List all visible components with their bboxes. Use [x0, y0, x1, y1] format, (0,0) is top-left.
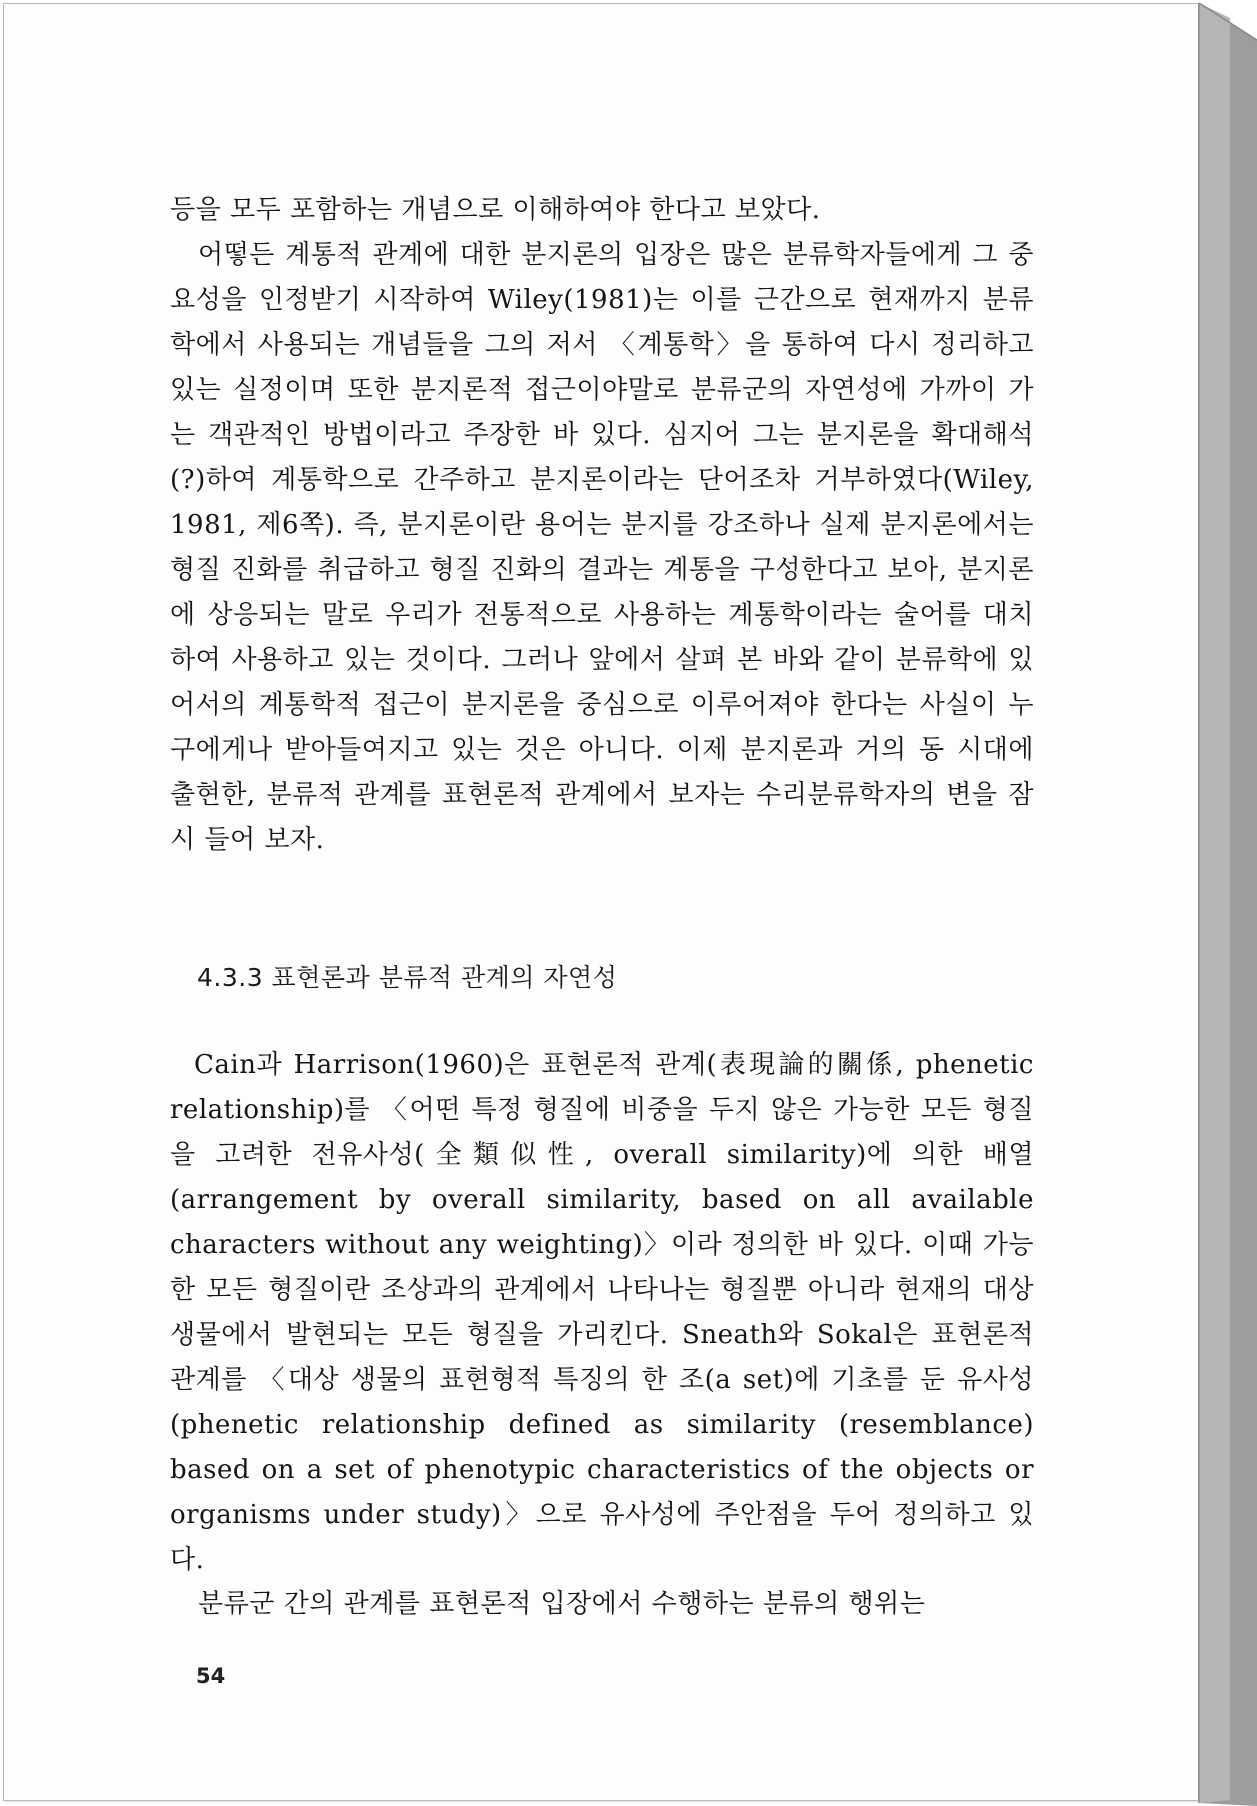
page-number: 54 [196, 1664, 226, 1688]
body-text-bottom [170, 1582, 1034, 1627]
paragraph-1: 등을 모두 포함하는 개념으로 이해하여야 한다고 보았다. [170, 195, 821, 225]
paragraph-3: Cain과 Harrison(1960)은 표현론적 관계(表現論的關係, phenetic relationship)를 〈어떤 특정 형질에 비중을 두지 않은 가능한 모든 형질을 고려한 전유사성(全類似性, overall similarity)에 의한 배열(arrangement by overall similarity, based on all available characters without any weighting)〉이라 정의한 바 있다. 이때 가능한 모든 형질이란 조상과의 관계에서 나타나는 형질뿐 아니라 현재의 대상 생물에서 발현되는 모든 형질을 가리킨다. Sneath와 Sokal은 표현론적 관계를 〈대상 생물의 표현형적 특징의 한 조(a set)에 기초를 둔 유사성(phenetic relationship defined as similarity (resemblance) based on a set of phenotypic characteristics of the objects or organisms under study)〉으로 유사성에 주안점을 두어 정의하고 있다. [170, 1050, 1034, 1575]
section-heading: 4.3.3 표현론과 분류적 관계의 자연성 [197, 963, 618, 992]
body-text-section [170, 1043, 1034, 1583]
paragraph-4: 분류군 간의 관계를 표현론적 입장에서 수행하는 분류의 행위는 [198, 1589, 926, 1619]
paragraph-2: 어떻든 계통적 관계에 대한 분지론의 입장은 많은 분류학자들에게 그 중요성을 인정받기 시작하여 Wiley(1981)는 이를 근간으로 현재까지 분류학에서 사용되는 개념들을 그의 저서 〈계통학〉을 통하여 다시 정리하고 있는 실정이며 또한 분지론적 접근이야말로 분류군의 자연성에 가까이 가는 객관적인 방법이라고 주장한 바 있다. 심지어 그는 분지론을 확대해석(?)하여 계통학으로 간주하고 분지론이라는 단어조차 거부하였다(Wiley, 1981, 제6쪽). 즉, 분지론이란 용어는 분지를 강조하나 실제 분지론에서는 형질 진화를 취급하고 형질 진화의 결과는 계통을 구성한다고 보아, 분지론에 상응되는 말로 우리가 전통적으로 사용하는 계통학이라는 술어를 대치하여 사용하고 있는 것이다. 그러나 앞에서 살펴 본 바와 같이 분류학에 있어서의 계통학적 접근이 분지론을 중심으로 이루어져야 한다는 사실이 누구에게나 받아들여지고 있는 것은 아니다. 이제 분지론과 거의 동 시대에 출현한, 분류적 관계를 표현론적 관계에서 보자는 수리분류학자의 변을 잠시 들어 보자. [170, 240, 1034, 855]
body-text-top [170, 188, 1034, 863]
